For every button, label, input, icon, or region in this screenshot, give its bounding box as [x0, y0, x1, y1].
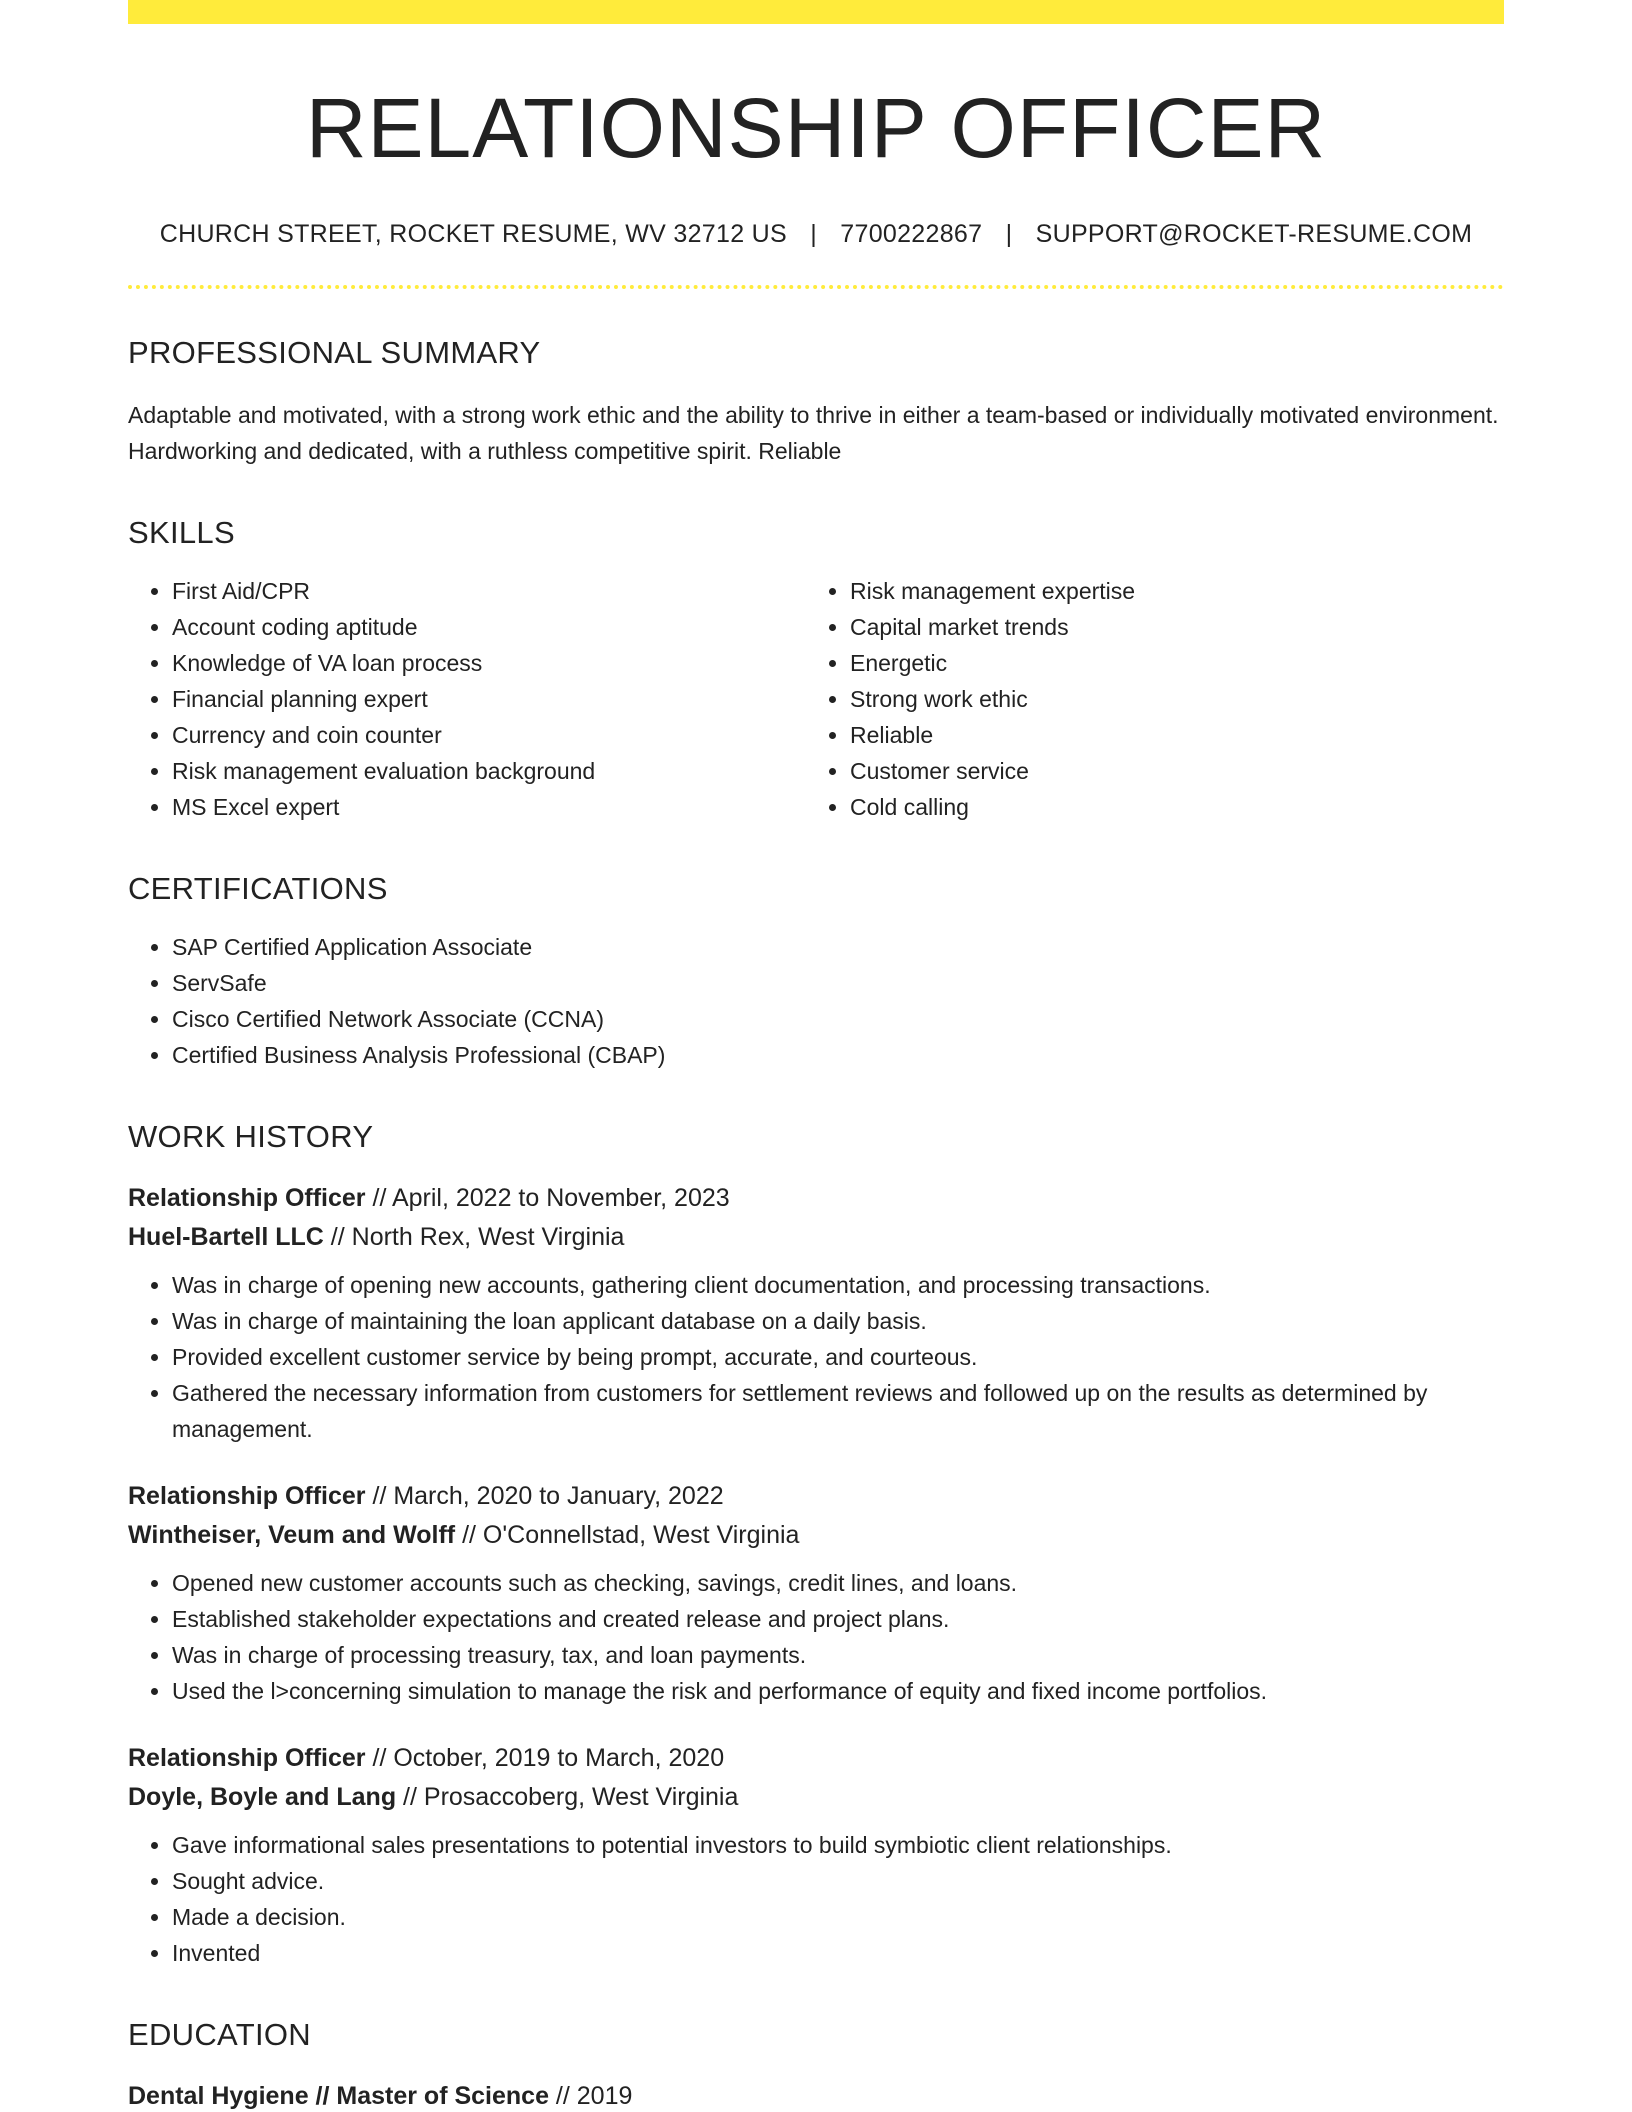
- skill-item: • Knowledge of VA loan process: [172, 645, 806, 681]
- job-company: Wintheiser, Veum and Wolff: [128, 1521, 456, 1550]
- contact-phone: 7700222867: [840, 220, 983, 249]
- skill-item: • MS Excel expert: [172, 789, 806, 825]
- summary-heading: PROFESSIONAL SUMMARY: [128, 335, 541, 371]
- skill-item: • Customer service: [850, 753, 1484, 789]
- job-duties-list: [128, 1565, 1504, 1709]
- job-company: Doyle, Boyle and Lang: [128, 1783, 397, 1812]
- job-duty: • Was in charge of opening new accounts, gathering client documentation, and processing transactions.: [172, 1267, 1504, 1303]
- contact-separator: |: [810, 220, 818, 249]
- certifications-heading: CERTIFICATIONS: [128, 871, 388, 907]
- skill-item: • Capital market trends: [850, 609, 1484, 645]
- skills-left-list: [128, 573, 806, 825]
- job-duty: • Opened new customer accounts such as checking, savings, credit lines, and loans.: [172, 1565, 1504, 1601]
- certification-item: • ServSafe: [172, 965, 1504, 1001]
- education-year: // 2019: [548, 2082, 633, 2111]
- education-entry: [128, 2077, 1504, 2112]
- skill-item: • Cold calling: [850, 789, 1484, 825]
- contact-separator: |: [1005, 220, 1013, 249]
- job-title-line: [128, 1179, 1504, 1257]
- job-role: Relationship Officer: [128, 1482, 366, 1511]
- job-entry: [128, 1477, 1504, 1709]
- skill-item: • Strong work ethic: [850, 681, 1484, 717]
- summary-text: Adaptable and motivated, with a strong work ethic and the ability to thrive in either a team-based or individually motivated environment. Hardworking and dedicated, with a ruthless competitive spirit. Reliable: [128, 402, 1499, 465]
- skill-item: • Risk management evaluation background: [172, 753, 806, 789]
- skills-right-list: [806, 573, 1484, 825]
- education-heading: EDUCATION: [128, 2017, 311, 2053]
- job-location: // O'Connellstad, West Virginia: [455, 1521, 800, 1550]
- skill-item: • Reliable: [850, 717, 1484, 753]
- certifications-list: [128, 929, 1504, 1073]
- certification-item: • Cisco Certified Network Associate (CCNA): [172, 1001, 1504, 1037]
- job-duties-list: [128, 1267, 1504, 1447]
- skill-item: • Risk management expertise: [850, 573, 1484, 609]
- job-duty: • Gave informational sales presentations to potential investors to build symbiotic client relationships.: [172, 1827, 1504, 1863]
- education-degree: Dental Hygiene // Master of Science: [128, 2082, 549, 2111]
- skill-item: • Financial planning expert: [172, 681, 806, 717]
- job-company: Huel-Bartell LLC: [128, 1223, 324, 1252]
- job-duty: • Was in charge of processing treasury, tax, and loan payments.: [172, 1637, 1504, 1673]
- job-dates: // March, 2020 to January, 2022: [365, 1482, 724, 1511]
- contact-line: [128, 220, 1504, 249]
- job-duty: • Used the l>concerning simulation to manage the risk and performance of equity and fixed income portfolios.: [172, 1673, 1504, 1709]
- certification-item: • SAP Certified Application Associate: [172, 929, 1504, 965]
- job-role: Relationship Officer: [128, 1184, 366, 1213]
- job-entry: [128, 1739, 1504, 1971]
- job-duties-list: [128, 1827, 1504, 1971]
- skill-item: • Currency and coin counter: [172, 717, 806, 753]
- accent-top-bar: [128, 0, 1504, 24]
- skills-columns: [128, 573, 1504, 825]
- work-history-heading: WORK HISTORY: [128, 1119, 374, 1155]
- job-location: // Prosaccoberg, West Virginia: [396, 1783, 739, 1812]
- skills-heading: SKILLS: [128, 515, 235, 551]
- contact-email: SUPPORT@ROCKET-RESUME.COM: [1035, 220, 1473, 249]
- job-duty: • Established stakeholder expectations and created release and project plans.: [172, 1601, 1504, 1637]
- job-entry: [128, 1179, 1504, 1447]
- job-title-line: [128, 1477, 1504, 1555]
- job-duty: • Provided excellent customer service by being prompt, accurate, and courteous.: [172, 1339, 1504, 1375]
- job-duty: • Invented: [172, 1935, 1504, 1971]
- job-duty: • Made a decision.: [172, 1899, 1504, 1935]
- skill-item: • Account coding aptitude: [172, 609, 806, 645]
- job-location: // North Rex, West Virginia: [323, 1223, 625, 1252]
- job-duty: • Was in charge of maintaining the loan applicant database on a daily basis.: [172, 1303, 1504, 1339]
- skill-item: • Energetic: [850, 645, 1484, 681]
- job-title-line: [128, 1739, 1504, 1817]
- resume-page: [128, 0, 1504, 2112]
- certification-item: • Certified Business Analysis Professional (CBAP): [172, 1037, 1504, 1073]
- job-duty: • Sought advice.: [172, 1863, 1504, 1899]
- candidate-name: RELATIONSHIP OFFICER: [305, 81, 1327, 175]
- dotted-divider: [128, 285, 1504, 289]
- skill-item: • First Aid/CPR: [172, 573, 806, 609]
- job-duty: • Gathered the necessary information from customers for settlement reviews and followed up on the results as determined by management.: [172, 1375, 1504, 1447]
- job-dates: // October, 2019 to March, 2020: [365, 1744, 725, 1773]
- contact-address: CHURCH STREET, ROCKET RESUME, WV 32712 US: [159, 220, 787, 249]
- job-dates: // April, 2022 to November, 2023: [365, 1184, 730, 1213]
- job-role: Relationship Officer: [128, 1744, 366, 1773]
